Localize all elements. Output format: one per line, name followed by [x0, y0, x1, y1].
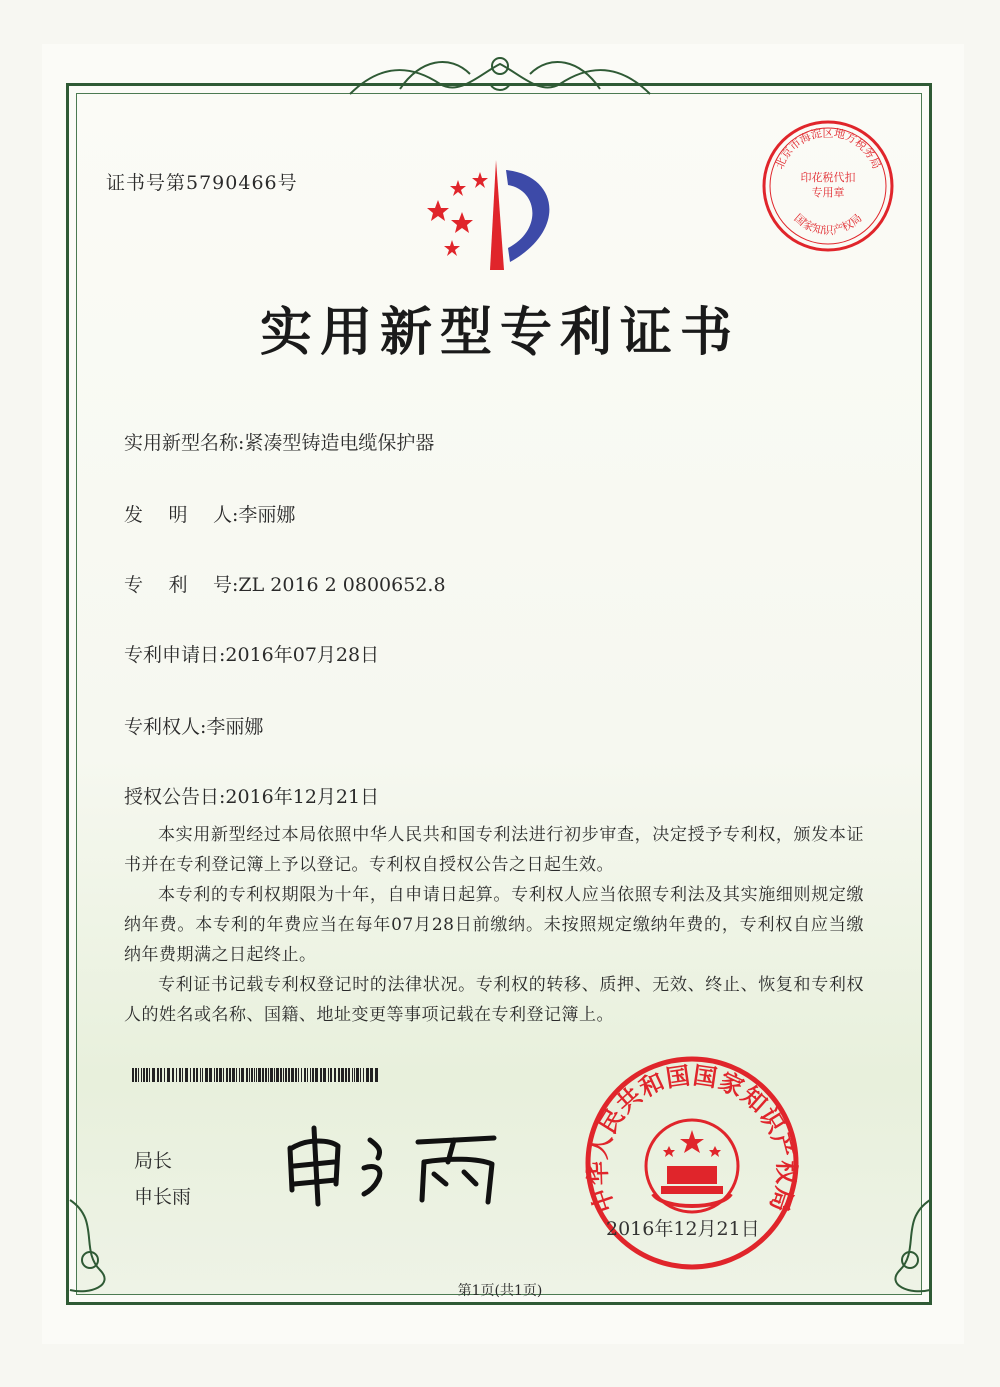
body-paragraph: 本专利的专利权期限为十年，自申请日起算。专利权人应当依照专利法及其实施细则规定缴纳年费。本专利的年费应当在每年07月28日前缴纳。未按照规定缴纳年费的，专利权自应当缴纳年费期满之日起终止。 — [124, 885, 864, 965]
filing-date-field — [124, 640, 379, 667]
patent-number-label-char: 利 — [168, 574, 188, 596]
inventor-value: 李丽娜 — [238, 504, 296, 526]
inventor-label-char: 发 — [124, 504, 144, 526]
patent-number-field: 专 利 号 :ZL 2016 2 0800652.8 — [124, 570, 446, 597]
body-paragraph: 专利证书记载专利权登记时的法律状况。专利权的转移、质押、无效、终止、恢复和专利权人的姓名或名称、国籍、地址变更等事项记载在专利登记簿上。 — [124, 975, 864, 1025]
patent-number-label-char: 号 — [212, 574, 232, 596]
director-title: 局长 — [134, 1150, 173, 1172]
patent-number-label-char: 专 — [124, 574, 144, 596]
tax-seal-ring-text: 北京市海淀区地方税务局 — [772, 126, 884, 171]
inventor-label-char: 明 — [168, 504, 188, 526]
patentee-value: 李丽娜 — [206, 716, 264, 738]
seal-date: 2016年12月21日 — [606, 1218, 760, 1240]
patent-number-value: ZL 2016 2 0800652.8 — [238, 574, 446, 596]
top-ornament-icon — [340, 44, 660, 104]
inventor-field: 发 明 人 :李丽娜 — [124, 500, 295, 527]
national-emblem-icon — [646, 1120, 738, 1212]
filing-date-value: 2016年07月28日 — [225, 644, 380, 666]
page-number: 第1页(共1页) — [457, 1283, 543, 1299]
utility-model-name-field — [124, 428, 434, 455]
director-name: 申长雨 — [134, 1186, 192, 1208]
inventor-label-char: 人 — [212, 504, 232, 526]
svg-text:国家知识产权局 — [792, 212, 865, 238]
patentee-field — [124, 712, 263, 739]
certificate-body — [124, 820, 864, 1030]
tax-stamp-seal — [760, 118, 896, 254]
grant-date-label: 授权公告日: — [124, 786, 226, 808]
patentee-label: 专利权人: — [124, 716, 207, 738]
grant-date-value: 2016年12月21日 — [225, 786, 380, 808]
body-paragraph: 本实用新型经过本局依照中华人民共和国专利法进行初步审查，决定授予专利权，颁发本证书并在专利登记簿上予以登记。专利权自授权公告之日起生效。 — [124, 825, 864, 875]
seal-ring-text: 中华人民共和国国家知识产权局 — [583, 1060, 801, 1217]
utility-model-name-value: 紧凑型铸造电缆保护器 — [244, 432, 435, 454]
tax-seal-bottom-text: 国家知识产权局 — [791, 211, 865, 238]
director-signature-icon — [278, 1118, 518, 1208]
barcode-icon — [132, 1068, 380, 1082]
svg-text:北京市海淀区地方税务局 — [773, 126, 883, 171]
utility-model-name-label: 实用新型名称: — [124, 432, 245, 454]
patent-office-logo-icon — [418, 150, 568, 280]
inventor-label — [124, 500, 232, 527]
filing-date-label: 专利申请日: — [124, 644, 226, 666]
grant-date-field — [124, 782, 379, 809]
patent-number-label — [124, 570, 232, 597]
tax-seal-inner-text: 印花税代扣专用章 — [800, 171, 856, 199]
certificate-number: 证书号第5790466号 — [106, 172, 298, 194]
certificate-title: 实用新型专利证书 — [259, 302, 740, 363]
